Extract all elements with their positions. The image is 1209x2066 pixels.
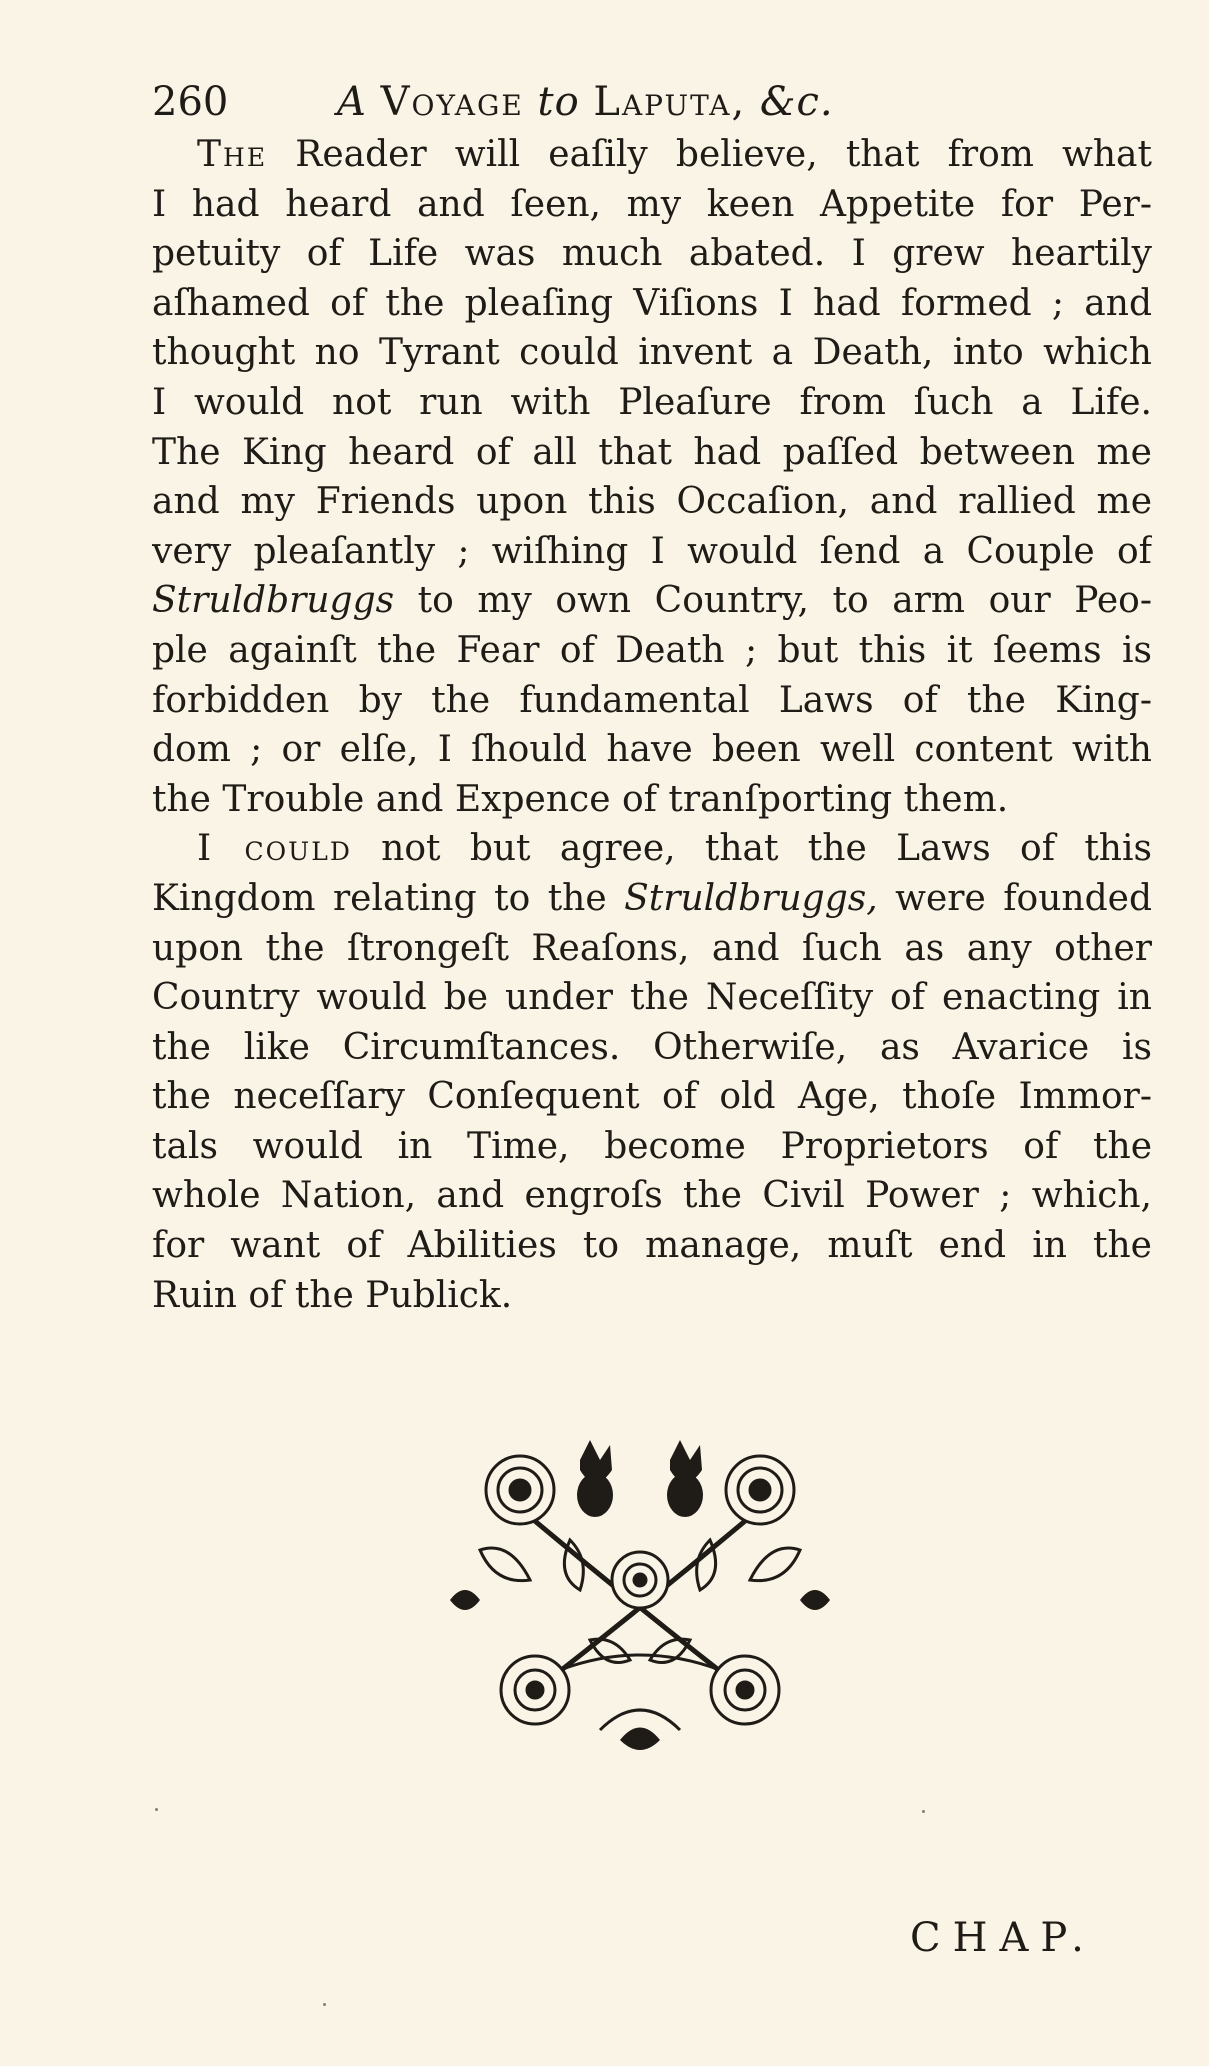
text-line: the like Circumſtances. Otherwiſe, as Avarice is <box>152 1026 1152 1068</box>
title-etc: &c. <box>759 79 834 125</box>
line-text: were founded <box>877 877 1152 919</box>
text-line: ple againſt the Fear of Death ; but this it ſeems is <box>152 629 1152 671</box>
text-line: for want of Abilities to manage, muſt end in the <box>152 1225 1152 1267</box>
running-title <box>337 72 834 132</box>
title-to: to <box>537 79 580 125</box>
paper-speck <box>155 1808 158 1811</box>
paper-speck <box>922 1810 925 1813</box>
text-line: and my Friends upon this Occaſion, and rallied me <box>152 481 1152 523</box>
paper-speck <box>323 2003 326 2006</box>
text-line: I would not run with Pleaſure from ſuch a Life. <box>152 381 1152 423</box>
paragraph-1 <box>152 130 1152 824</box>
title-article: A <box>337 79 367 125</box>
title-laputa: Laputa, <box>593 79 747 125</box>
text-line: the neceſſary Conſequent of old Age, thoſe Immor- <box>152 1076 1152 1118</box>
text-line: thought no Tyrant could invent a Death, into which <box>152 332 1152 374</box>
text-line: Country would be under the Neceſſity of enacting in <box>152 977 1152 1019</box>
thistle-rose-fleuron-icon <box>440 1440 840 1760</box>
text-line: The King heard of all that had paſſed between me <box>152 431 1152 473</box>
paragraph-lead: The <box>197 134 268 175</box>
line-text: Kingdom relating to the <box>152 877 625 919</box>
text-line: dom ; or elſe, I ſhould have been well content with <box>152 729 1152 771</box>
text-line: aſhamed of the pleaſing Viſions I had formed ; and <box>152 282 1152 324</box>
text-line: I had heard and ſeen, my keen Appetite for Per- <box>152 183 1152 225</box>
line-text: not but agree, that the Laws of this <box>351 828 1152 870</box>
page-number: 260 <box>152 79 229 125</box>
paragraph-2 <box>152 824 1152 1320</box>
text-line: forbidden by the fundamental Laws of the King- <box>152 679 1152 721</box>
running-header <box>152 72 1152 132</box>
italic-term: Struldbruggs, <box>624 877 878 919</box>
text-line: upon the ſtrongeſt Reaſons, and ſuch as any other <box>152 927 1152 969</box>
text-line: the Trouble and Expence of tranſporting them. <box>152 778 1009 820</box>
catchword: CHAP. <box>910 1915 1096 1961</box>
line-text: to my own Country, to arm our Peo- <box>394 580 1152 622</box>
text-line <box>152 576 1152 626</box>
paragraph-lead: I could <box>197 828 352 870</box>
text-line: petuity of Life was much abated. I grew heartily <box>152 233 1152 275</box>
text-line: whole Nation, and engroſs the Civil Power ; which, <box>152 1175 1152 1217</box>
text-line: very pleaſantly ; wiſhing I would ſend a Couple of <box>152 530 1152 572</box>
text-line <box>152 824 1152 874</box>
italic-term: Struldbruggs <box>152 580 395 622</box>
body-text <box>152 130 1152 1320</box>
line-text: Reader will eaſily believe, that from what <box>267 134 1152 175</box>
text-line <box>152 130 1152 180</box>
text-line: tals would in Time, become Proprietors of the <box>152 1125 1152 1167</box>
text-line: Ruin of the Publick. <box>152 1274 513 1316</box>
title-voyage: Voyage <box>380 79 524 125</box>
text-line <box>152 874 1152 924</box>
